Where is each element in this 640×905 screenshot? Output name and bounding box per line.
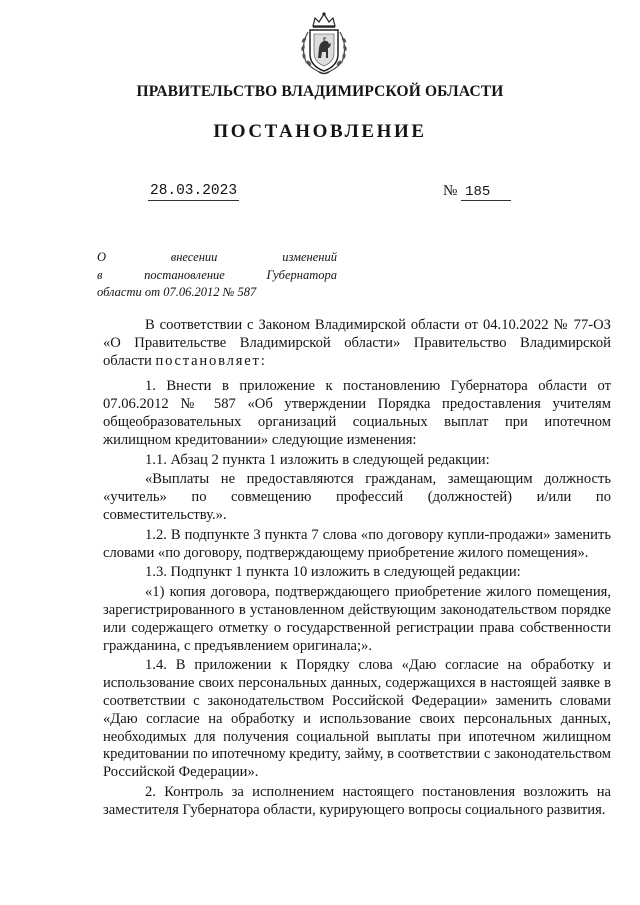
- clause-1-4: 1.4. В приложении к Порядку слова «Даю согласие на обработку и использование своих персональных данных, содержащихся в настоящей заявке в соответствии с законодательством Российской Федерации» заменить словами «Даю согласие на обработку и использование своих персональных данных, необходимых для получения социальной выплаты при ипотечном жилищном кредитовании по ипотечному кредиту, займу, в соответствии с законодательством Российской Федерации».: [103, 657, 611, 781]
- subject-line: области от 07.06.2012 № 587: [97, 285, 257, 299]
- number-sign: №: [443, 183, 458, 199]
- subject-word: Губернатора: [266, 267, 337, 282]
- subject-word: О: [97, 250, 107, 264]
- subject-word: изменений: [282, 250, 337, 264]
- subject-line: [97, 267, 337, 285]
- document-number: [443, 183, 511, 201]
- subject-word: постановление: [144, 267, 225, 282]
- clause-1-1: 1.1. Абзац 2 пункта 1 изложить в следующей редакции:: [145, 451, 490, 468]
- number-value: 185: [461, 184, 511, 201]
- document-date: 28.03.2023: [150, 183, 238, 199]
- clause-1-3: 1.3. Подпункт 1 пункта 10 изложить в следующей редакции:: [145, 564, 521, 581]
- intro-paragraph: [103, 317, 611, 370]
- intro-text: В соответствии с Законом Владимирской области от 04.10.2022 № 77-ОЗ «О Правительстве Владимирской области» Правительство Владимирской области: [103, 317, 611, 369]
- coat-of-arms-icon: [293, 10, 355, 76]
- document-body: [103, 317, 611, 822]
- subject-word: в: [97, 267, 103, 282]
- clause-1-1-quote: «Выплаты не предоставляются гражданам, замещающим должность «учитель» по совмещению профессий (должностей) и/или по совместительству.».: [103, 471, 611, 523]
- document-subject: [97, 249, 337, 302]
- clause-1: 1. Внести в приложение к постановлению Губернатора области от 07.06.2012 № 587 «Об утверждении Порядка предоставления учителям общеобразовательных организаций социальных выплат при ипотечном жилищном кредитовании» следующие изменения:: [103, 378, 611, 448]
- subject-word: внесении: [170, 250, 218, 264]
- government-name: ПРАВИТЕЛЬСТВО ВЛАДИМИРСКОЙ ОБЛАСТИ: [136, 83, 504, 100]
- document-type-title: ПОСТАНОВЛЕНИЕ: [213, 121, 427, 142]
- clause-2: 2. Контроль за исполнением настоящего постановления возложить на заместителя Губернатора области, курирующего вопросы социального развития.: [103, 783, 611, 818]
- decree-word: постановляет:: [155, 352, 267, 369]
- clause-1-2: 1.2. В подпункте 3 пункта 7 слова «по договору купли-продажи» заменить словами «по договору, подтверждающему приобретение жилого помещения».: [103, 526, 611, 561]
- clause-1-3-quote: «1) копия договора, подтверждающего приобретение жилого помещения, зарегистрированного в установленном действующим законодательством порядке или содержащего отметку о государственной регистрации права собственности гражданина, с предъявлением оригинала;».: [103, 584, 611, 654]
- subject-line: [97, 249, 337, 267]
